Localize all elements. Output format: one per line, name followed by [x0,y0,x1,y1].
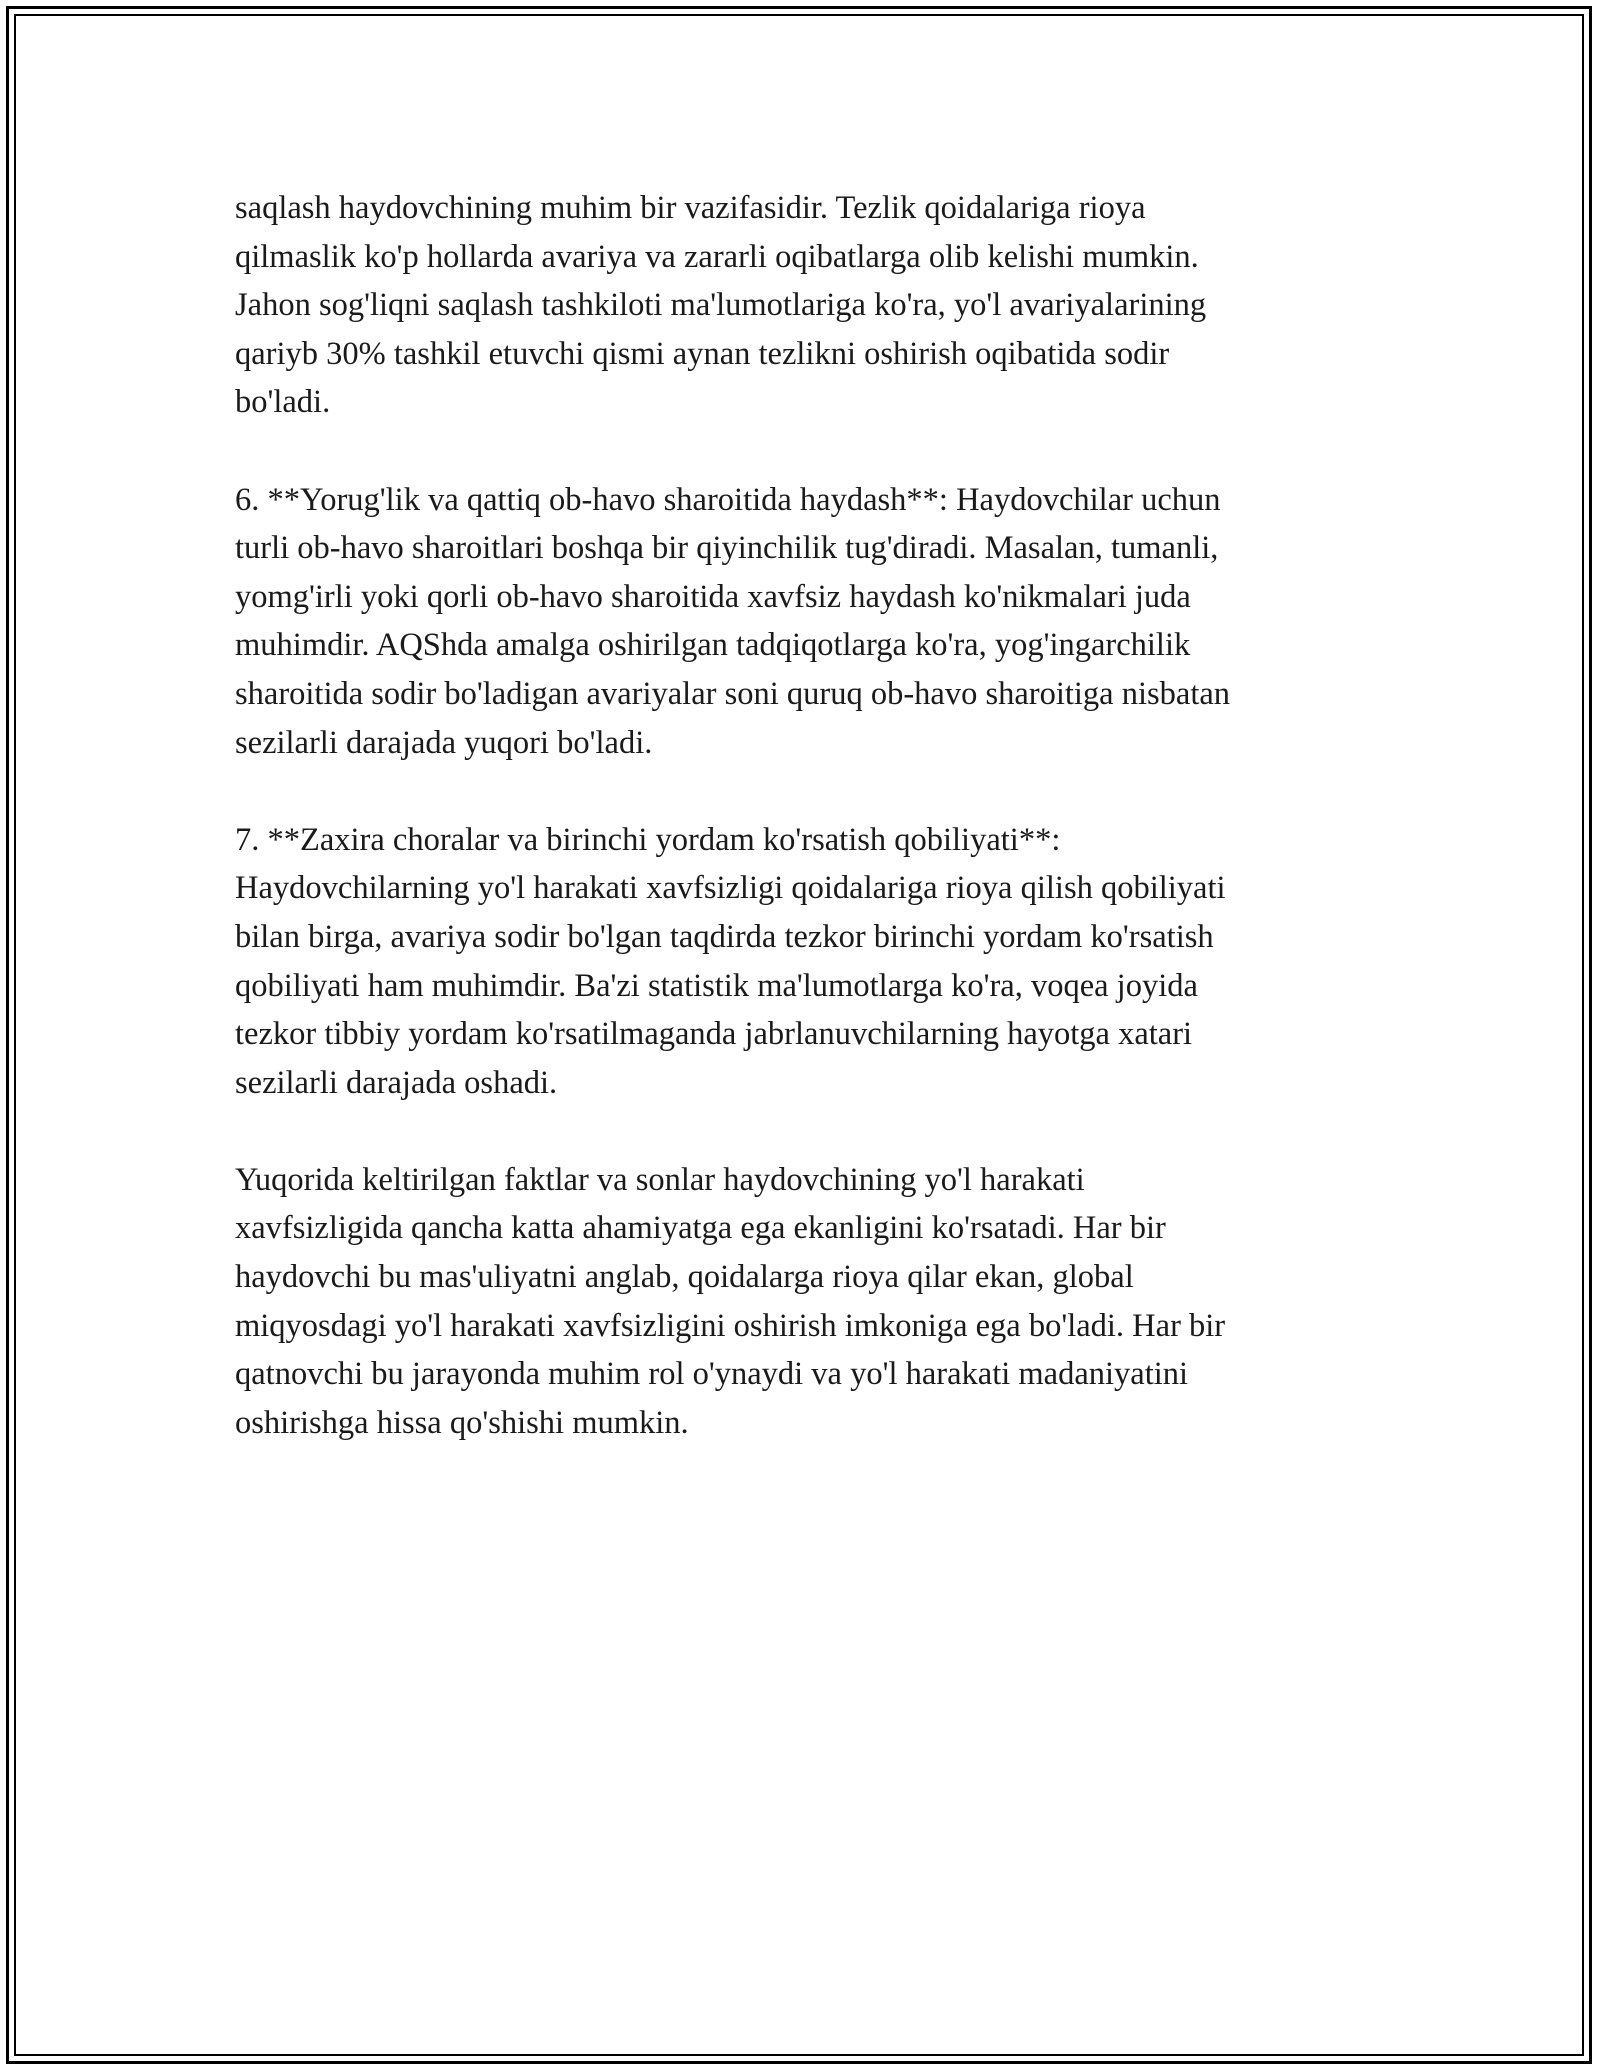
paragraph-weather-driving: 6. **Yorug'lik va qattiq ob-havo sharoitida haydash**: Haydovchilar uchun turli ob-havo sharoitlari boshqa bir qiyinchilik tug'diradi. Masalan, tumanli, yomg'irli yoki qorli ob-havo sharoitida xavfsiz haydash ko'nikmalari juda muhimdir. AQShda amalga oshirilgan tadqiqotlarga ko'ra, yog'ingarchilik sharoitida sodir bo'ladigan avariyalar soni quruq ob-havo sharoitiga nisbatan sezilarli darajada yuqori bo'ladi. [235,481,1231,761]
paragraph-conclusion: Yuqorida keltirilgan faktlar va sonlar haydovchining yo'l harakati xavfsizligida qancha katta ahamiyatga ega ekanligini ko'rsatadi. Har bir haydovchi bu mas'uliyatni anglab, qoidalarga rioya qilar ekan, global miqyosdagi yo'l harakati xavfsizligini oshirish imkoniga ega bo'ladi. Har bir qatnovchi bu jarayonda muhim rol o'ynaydi va yo'l harakati madaniyatini oshirishga hissa qo'shishi mumkin. [235,1161,1226,1441]
paragraph-first-aid: 7. **Zaxira choralar va birinchi yordam ko'rsatish qobiliyati**: Haydovchilarning yo'l harakati xavfsizligi qoidalariga rioya qilish qobiliyati bilan birga, avariya sodir bo'lgan taqdirda tezkor birinchi yordam ko'rsatish qobiliyati ham muhimdir. Ba'zi statistik ma'lumotlarga ko'ra, voqea joyida tezkor tibbiy yordam ko'rsatilmaganda jabrlanuvchilarning hayotga xatari sezilarli darajada oshadi. [235,821,1226,1101]
document-body [235,184,1375,1496]
paragraph-speed-rules: saqlash haydovchining muhim bir vazifasidir. Tezlik qoidalariga rioya qilmaslik ko'p hollarda avariya va zararli oqibatlarga olib kelishi mumkin. Jahon sog'liqni saqlash tashkiloti ma'lumotlariga ko'ra, yo'l avariyalarining qariyb 30% tashkil etuvchi qismi aynan tezlikni oshirish oqibatida sodir bo'ladi. [235,190,1207,421]
